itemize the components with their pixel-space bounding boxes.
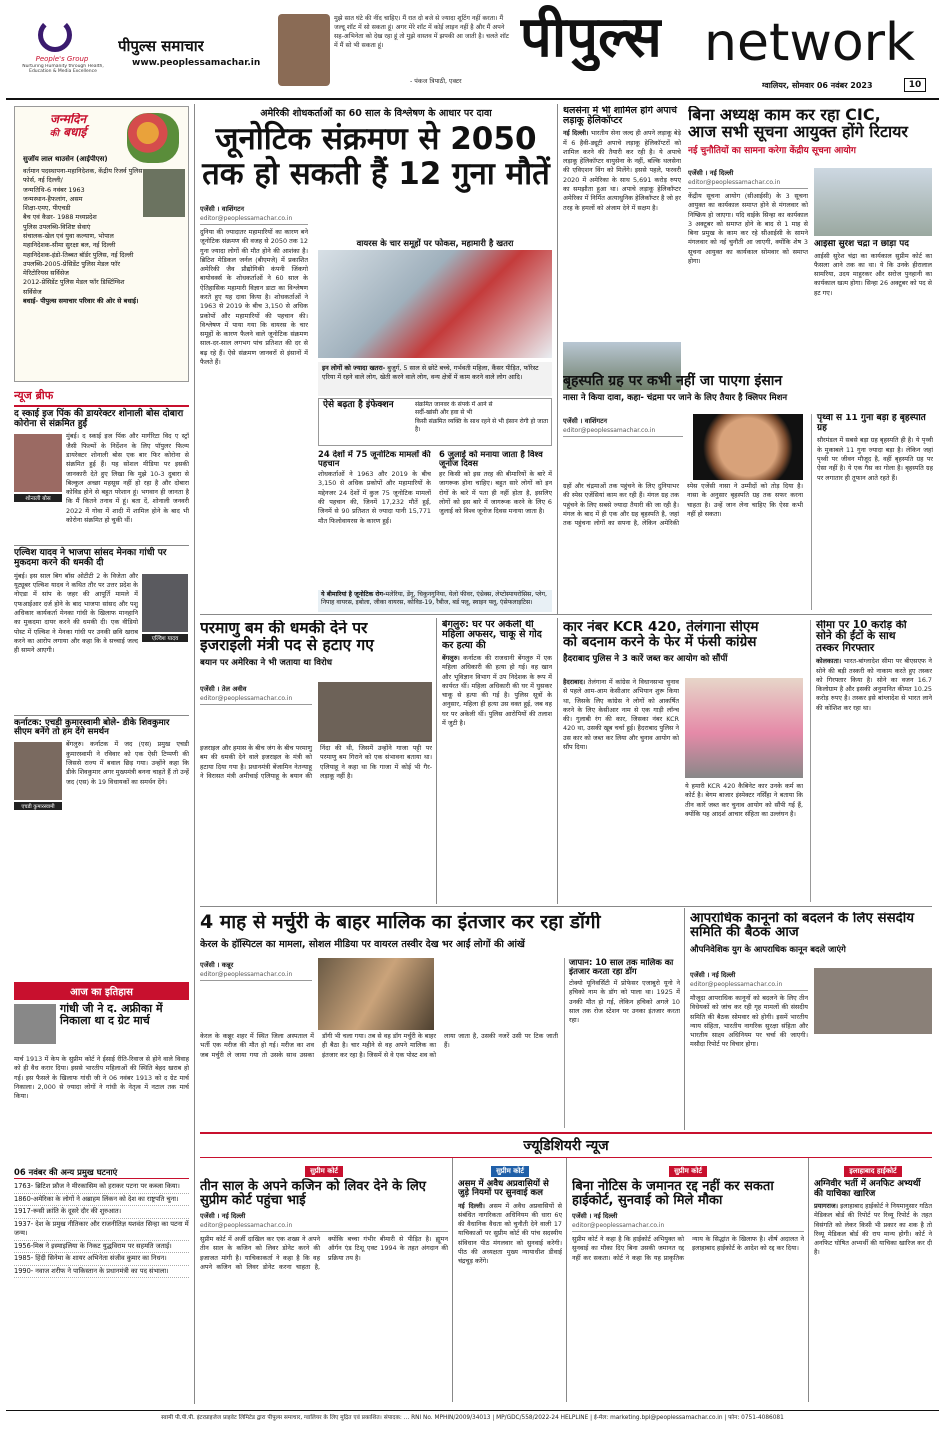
brief-2-photo (142, 574, 188, 632)
birthday-person-name: सुजॉय लाल थाउसेन (आईपीएस) (23, 155, 108, 163)
judiciary-1-dateline: एजेंसी । नई दिल्ली (200, 1212, 246, 1221)
jupiter-story (563, 372, 933, 612)
birthday-person-photo (143, 169, 185, 217)
pink-car-photo (685, 678, 803, 778)
birthday-line: संचालक-खेल एवं युवा कल्याण, भोपाल (23, 231, 114, 240)
crime-headline: आपराधिक कानूनों को बदलने के लिए संसदीय समिति की बैठक आज (690, 912, 914, 941)
history-headline: गांधी जी ने द. अफ्रीका में निकाला था द ग्रेट मार्च (60, 1002, 163, 1027)
cic-dateline: एजेंसी । नई दिल्ली (688, 169, 734, 177)
dog-dateline: एजेंसी । कन्नूर (200, 961, 234, 969)
judiciary-3-tag: सुप्रीम कोर्ट (669, 1166, 707, 1177)
judiciary-story-2 (458, 1158, 562, 1402)
judiciary-1-headline: तीन साल के अपने कजिन को लिवर देने के लिए सुप्रीम कोर्ट पहुंचा भाई (200, 1179, 426, 1209)
helicopter-story (563, 106, 681, 390)
kcr-body-text: तेलंगाना में कांग्रेस ने विधानसभा चुनाव से पहले आम-आम केसीआर अभियान शुरू किया था, जिसके लिए कांग्रेस ने लोगों को आकर्षित करने के लिए केसीआर नाम से एक गाड़ी लॉन्च की। गुलाबी रंग की कार, जिसका नंबर KCR 420 था, उसकी खूब चर्चा हुई। हैदराबाद पुलिस ने उस कार को जब्त कर लिया और चुनाव आयोग को सौंप दिया। (563, 678, 679, 751)
disease-strip (318, 590, 552, 612)
quote-author: - पंकज त्रिपाठी, एक्टर (410, 78, 462, 85)
spread-box (318, 398, 552, 446)
history-event: 1985- हिंदी सिनेमा के शायर अभिनेता संजीव कुमार का निधन। (14, 1253, 189, 1266)
birthday-line: महानिदेशक-सीमा सुरक्षा बल, नई दिल्ली (23, 241, 116, 250)
judiciary-2-body-text: असम में अवैध अप्रवासियों से संबंधित नागरिकता अधिनियम की धारा 6ए की वैधानिक वैधता को चुनौती देने वाली 17 याचिकाओं पर सुप्रीम कोर्ट की पांच सदस्यीय संविधान पीठ मंगलवार को सुनवाई करेगी। पीठ की अध्यक्षता मुख्य न्यायाधीश डीवाई चंद्रचूड़ करेंगे। (458, 1201, 562, 1266)
israel-dateline: एजेंसी । तेल अवीव (200, 685, 247, 693)
history-event: 1763- ब्रिटिश फ्रौज ने मीरकासिम को हराकर पटना पर कब्जा किया। (14, 1181, 189, 1194)
lead-sub-1 (318, 450, 431, 586)
kcr-headline-1: कार नंबर KCR 420, तेलंगाना सीएम (563, 620, 759, 635)
dateline: ग्वालियर, सोमवार 06 नवंबर 2023 (762, 81, 873, 90)
lead-sub-1-body: शोधकर्ताओं ने 1963 और 2019 के बीच 3,150 से अधिक प्रकोपों और महामारियों के मद्देनजर 24 देशों में कुल 75 जूनोटिक मामलों की पहचान की, जिनमें 17,232 मौतें हुईं, जिनमें से 90 प्रतिशत से ज्यादा यानी 15,771 मौत फिलोवायरस के कारण हुईं। (318, 470, 431, 525)
cic-headline-1: बिना अध्यक्ष काम कर रहा CIC, (688, 106, 881, 124)
judiciary-3-dateline: एजेंसी । नई दिल्ली (572, 1212, 618, 1221)
jupiter-box-body: सौरमंडल में सबसे बड़ा ग्रह बृहस्पति ही है। ये पृथ्वी के मुकाबले 11 गुना ज्यादा बड़ा है। लेकिन जहां पृथ्वी पर जीवन मौजूद है, वहीं बृहस्पति ग्रह पर ऐसा नहीं है। ये एक गैस का गोला है। बृहस्पति ग्रह पर लगातार ही तूफान आते रहते हैं। (817, 436, 933, 482)
birthday-line: 2012-प्रेसिडेंट पुलिस मेडल फॉर डिस्टिंग्विश सर्विसेज (23, 278, 125, 296)
dog-sub: केरल के हॉस्पिटल का मामला, सोशल मीडिया पर वायरल तस्वीर देख भर आईं लोगों की आंखें (200, 938, 525, 950)
lead-sub-2-head: 6 जुलाई को मनाया जाता है विश्व जूनोज दिवस (439, 450, 543, 469)
dog-headline: 4 माह से मर्चुरी के बाहर मालिक का इंतजार कर रहा डॉगी (200, 912, 601, 933)
bengaluru-dateline: बेंगलुरु। (442, 654, 460, 663)
disease-strip-head: ये बीमारियां है जूनोटिक रोग- (321, 591, 386, 598)
lead-kicker: अमेरिकी शोधकर्ताओं का 60 साल के विश्लेषण के आधार पर दावा (260, 108, 492, 119)
history-event: 1860-अमेरिका के लोगों ने अब्राहम लिंकन को देश का राष्ट्रपति चुना। (14, 1194, 189, 1207)
cic-building-photo (814, 168, 932, 236)
footer-imprint: स्वामी पी.पी.पी. इंटरप्राइजेज प्राइवेट लिमिटेड द्वारा पीपुल्स समाचार, ग्वालियर के लिए मुद्रित एवं प्रकाशित। संपादक: ... RNI No. MPHIN/2009/34013 | MP/GDC/558/2022-24 HELPLINE | ई-मेल: marketing.bpl@peoplessamachar.co.in | फोन: 0751-4086081 (161, 1415, 784, 1421)
lead-left-column (200, 202, 308, 562)
group-name: People's Group (35, 55, 89, 63)
gold-story (810, 620, 932, 902)
judiciary-1-email: editor@peoplessamachar.co.in (200, 1222, 448, 1232)
judiciary-1-tag: सुप्रीम कोर्ट (305, 1166, 343, 1177)
dog-japan-head: जापान: 10 साल तक मालिक का इंतजार करता रहा डॉग (569, 958, 674, 977)
bengaluru-headline: बेंगलुरु: घर पर अकेली थी महिला अफसर, चाकू से गोद कर हत्या की (442, 620, 542, 651)
judiciary-3-headline: बिना नोटिस के जमानत रद्द नहीं कर सकता हाईकोर्ट, सुनवाई को मिले मौका (572, 1179, 774, 1209)
heli-headline: थलसेना में भी शामिल होंगे अपाचे लड़ाकू हेलिकॉप्टर (563, 106, 678, 127)
history-events (14, 1181, 189, 1278)
risk-box-body: बुजुर्ग, 5 साल से छोटे बच्चे, गर्भवती महिला, कैंसर पीड़ित, फॉरेस्ट एरिया में रहने वाले लोग, खेती करने वाले लोग, वन्य क्षेत्रों में काम करने वाले लोग आदि। (322, 364, 539, 381)
israel-headline-2: इजराइली मंत्री पद से हटाए गए (200, 635, 374, 654)
brief-3-headline: कर्नाटक: एचडी कुमारस्वामी बोले- डीके शिवकुमार सीएम बनेंगे तो हम देंगे समर्थन (14, 717, 170, 738)
jupiter-box-head: पृथ्वी से 11 गुना बड़ा है बृहस्पति ग्रह (817, 414, 926, 433)
crime-sub: औपनिवेशिक युग के आपराधिक कानून बदले जाएंगे (690, 943, 846, 954)
history-event: 1937- देश के प्रमुख नीतिकार और राजनीतिज्ञ यशवंत सिन्हा का पटना में जन्म। (14, 1219, 189, 1241)
gold-body (816, 657, 932, 713)
israel-body: इजराइल और हमास के बीच जंग के बीच परमाणु बम की धमकी देने वाले इजराइल के मंत्री को हटाया दिया गया है। प्रधानमंत्री बेंजामिन नेतन्याहू ने विरासत मंत्री अमीचाई एलियाहू के बयान की निंदा की थी, जिसमें उन्होंने गाजा पट्टी पर परमाणु बम गिराने को एक संभावना बताया था। एलियाहू ने कहा था कि गाजा में कोई भी गैर-लड़ाकू नहीं है। (200, 744, 432, 780)
history-body: मार्च 1913 में केप के सुप्रीम कोर्ट ने ईसाई रीति-रिवाज से होने वाले विवाह को ही वैध करार दिया। इससे भारतीय महिलाओं की स्थिति बेहद खराब हो गई। इस फैसले के खिलाफ गांधी जी ने 06 नवंबर 1913 को द ग्रेट मार्च निकाला। 2,000 से ज्यादा लोगों ने गांधी के नेतृत्व में नटाल तक मार्च किया। (14, 1055, 189, 1101)
lead-headline-line-2: तक हो सकती हैं 12 गुना मौतें (202, 156, 550, 193)
judiciary-4-headline: अग्निवीर भर्ती में अनफिट अभ्यर्थी की याचिका खारिज (814, 1179, 921, 1199)
quote-text: मुझे सात घंटे की नींद चाहिए। मैं रात दो बजे से ज्यादा शूटिंग नहीं करता। मैं जल्दू शॉट में सो सकता हूं। अगर मेरे शॉट में कोई लाइन नहीं है और मैं अपने सह-अभिनेता को देख रहा हूं तो मुझे वास्तव में झपकी आ जाती है। चलते शॉट में मैं सो भी सकता हूं। (334, 15, 509, 50)
risk-box (318, 362, 552, 396)
lead-sub-1-head: 24 देशों में 75 जूनोटिक मामलों की पहचान (318, 450, 431, 469)
cic-side-body: आईसी सुरेश चंद्रा का कार्यकाल सुप्रीम कोर्ट का फैसला आने तक का था। ये कि उनके हीरालाल सामरिया, उदय माहुरकर और सरोज पुनहानी का कार्यकाल खत्म होगा। सिन्हा 26 अक्टूबर को पद से हट गए। (814, 251, 932, 297)
lead-headline-line-1: जूनोटिक संक्रमण से 2050 (215, 121, 537, 157)
spread-head: ऐसे बढ़ता है इंफेक्शन (323, 400, 394, 410)
judiciary-label: ज्यूडिशियरी न्यूज (200, 1132, 932, 1158)
brief-3-photo-caption: एचडी कुमारस्वामी (14, 802, 62, 810)
gold-headline-1: सीमा पर 10 करोड़ की (816, 620, 907, 631)
cic-story (688, 106, 932, 368)
spread-item: सर्दी-खांसी और हवा से भी (415, 409, 473, 417)
brief-3-body: बेंगलुरु। कर्नाटक में जद (एस) प्रमुख एचडी कुमारस्वामी ने रविवार को एक ऐसी टिप्पणी की जिससे राज्य में बवाल छिड़ गया। उन्होंने कहा कि डीके शिवकुमार अगर मुख्यमंत्री बनना चाहते हैं तो उन्हें जद (एस) के 19 विधायकों का समर्थन देंगे। (66, 740, 189, 786)
birthday-line: बधाई- पीपुल्स समाचार परिवार की ओर से बधाई। (23, 296, 139, 305)
bengaluru-body-text: कर्नाटक की राजधानी बेंगलुरु में एक महिला अधिकारी की हत्या हो गई। वह खान और भूविज्ञान विभाग में उप निदेशक के रूप में कार्यरत थीं। महिला अधिकारी की घर में घुसकर चाकू से हत्या की गई है। पुलिस सूत्रों के अनुसार, महिला ही हत्या उस वक्त हुई, जब वह घर पर अकेली थीं। पुलिस आरोपियों की तलाश में जुटी है। (442, 654, 552, 728)
judiciary-1-body: सुप्रीम कोर्ट में अर्जी दाखिल कर एक शख्स ने अपने तीन साल के कजिन को लिवर डोनेट करने की इजाजत मांगी है। याचिकाकर्ता ने कहा है कि वह अपने कजिन को लिवर डोनेट करना चाहता है, क्योंकि बच्चा गंभीर बीमारी से पीड़ित है। ह्यूमन ऑर्गन एंड टिशू एक्ट 1994 के तहत अंगदान की प्रक्रिया तय है। (200, 1235, 448, 1271)
dog-photo (318, 958, 434, 1030)
judiciary-3-email: editor@peoplessamachar.co.in (572, 1222, 804, 1232)
lead-story (200, 106, 552, 612)
birthday-head-1: जन्मदिन (49, 113, 87, 126)
dog-body: केरल के कन्नूर शहर में स्थित जिला अस्पताल में भर्ती एक मरीज की मौत हो गई। मरीज का शव जब मर्चुरी ले जाया गया तो उसके साथ उसका डॉगी भी चला गया। तब से वह डॉग मर्चुरी के बाहर ही बैठा है। चार महीने से वह अपने मालिक का इंतजार कर रहा है। जिसमें से वे एक पोस्ट शव को लाया जाता है, उसकी नजरें उसी पर टिक जाती हैं। (200, 1032, 558, 1059)
gold-headline-2: सोने की ईंटों के साथ (816, 630, 896, 643)
title-hindi: पीपुल्स (520, 5, 662, 70)
birthday-box (14, 106, 189, 382)
israel-email: editor@peoplessamachar.co.in (200, 695, 312, 705)
bengaluru-story (442, 620, 552, 898)
history-event: 1956-मिस्र ने इस्माइलिया के निकट युद्धविराम पर सहमति जताई। (14, 1241, 189, 1254)
masthead (0, 0, 945, 98)
cic-headline-2: आज सभी सूचना आयुक्त होंगे रिटायर (688, 122, 908, 142)
history-label: आज का इतिहास (14, 982, 189, 1000)
crime-law-story (690, 912, 932, 1128)
kcr-headline-2: को बदनाम करने के फेर में फंसी कांग्रेस (563, 633, 757, 650)
brief-3-photo (14, 742, 62, 800)
lead-sub-2-body: हर किसी को इस तरह की बीमारियों के बारे में जागरूक होना चाहिए। बहुत सारे लोगों को इन रोगों के बारे में पता ही नहीं होता है, इसलिए लोगों को इस बारे में जागरूक करने के लिए 6 जुलाई को विश्व जूनोज दिवस मनाया जाता है। (439, 470, 552, 516)
cic-side-head: आईसी सुरेश चंद्रा ने छोड़ा पद (814, 240, 909, 249)
disease-strip-body: मलेरिया, डेंगू, चिकुनगुनिया, येलो फीवर, एंथ्रेक्स, लेप्टोस्पायरोसिस, प्लेग, निपाह वायरस, इबोला, जीका वायरस, कोविड-19, रैबीज, बर्ड फ्लू, स्वाइन फ्लू, एंसेफलाइटिस। (321, 591, 547, 607)
gold-dateline: कोलकाता। (816, 657, 842, 666)
judiciary-2-body (458, 1202, 562, 1267)
dog-japan (564, 958, 680, 1128)
birthday-line: पुलिस उपलब्धि-विशिष्ट सेवाएं (23, 222, 91, 231)
amit-shah-photo (814, 968, 932, 1034)
cic-email: editor@peoplessamachar.co.in (688, 179, 808, 189)
history-event: 1917-रूसी क्रांति के दूसरे दौर की शुरुआत। (14, 1206, 189, 1219)
group-tagline: Nurturing Humanity through Health, Education & Media Excellence (22, 64, 104, 74)
israel-headline-1: परमाणु बम की धमकी देने पर (200, 620, 368, 637)
heli-body (563, 129, 681, 329)
crime-email: editor@peoplessamachar.co.in (690, 981, 808, 991)
lead-dateline: एजेंसी । वाशिंगटन (200, 205, 245, 213)
judiciary-4-dateline: प्रयागराज। (814, 1202, 839, 1210)
dog-japan-body: टोक्यो यूनिवर्सिटी में प्रोफेसर एजाबुरो यूनो ने हचिको नाम के डॉग को पाला था। 1925 में उनकी मौत हो गई, लेकिन हचिको अगले 10 साल तक रोज स्टेशन पर उनका इंतजार करता रहा। (569, 979, 680, 1025)
gold-body-text: भारत-बांग्लादेश सीमा पर बीएसएफ ने सोने की बड़ी तस्करी को नाकाम करते हुए तस्कर को गिरफ्तार किया है। सोने का वजन 16.7 किलोग्राम है और इसकी अनुमानित कीमत 10.25 करोड़ रुपए है। तस्कर इसे बांग्लादेश से भारत लाने की कोशिश कर रहा था। (816, 657, 932, 712)
judiciary-story-1 (200, 1158, 448, 1402)
judiciary-story-3 (572, 1158, 804, 1402)
birthday-line: वर्तमान पदस्थापना-महानिदेशक, केंद्रीय रिजर्व पुलिस फोर्स, नई दिल्ली/ (23, 167, 143, 185)
brief-1-headline: द स्काई इज पिंक की डायरेक्टर शोनाली बोस दोबारा कोरोना से संक्रमित हुईं (14, 409, 184, 429)
title-english: network (704, 13, 916, 73)
judiciary-2-headline: असम में अवैध अप्रवासियों से जुड़े नियमों पर सुनवाई कल (458, 1179, 549, 1199)
kcr-sub: हैदराबाद पुलिस ने 3 कारें जब्त कर आयोग को सौंपीं (563, 654, 728, 665)
lead-sub-2 (439, 450, 552, 586)
cic-sub: नई चुनौतियों का सामना करेगा केंद्रीय सूचना आयोग (688, 145, 856, 156)
lab-test-photo (318, 250, 552, 358)
gandhi-photo (14, 1004, 56, 1044)
lead-email: editor@peoplessamachar.co.in (200, 215, 308, 225)
heli-dateline: नई दिल्ली। (563, 129, 589, 138)
birthday-line: जन्मतिथि-6 नवंबर 1963 (23, 185, 85, 194)
birthday-head-3: बधाई (63, 125, 87, 140)
history-event: 1990- नवाज शरीफ ने पाकिस्तान के प्रधानमंत्री का पद संभाला। (14, 1266, 189, 1279)
netanyahu-photo (318, 682, 432, 742)
brief-1-photo (14, 434, 62, 492)
kcr-dateline: हैदराबाद। (563, 678, 586, 686)
spread-item: संक्रमित जानवर के संपर्क में आने से (415, 401, 493, 408)
cic-side (814, 240, 932, 368)
birthday-line: बैच एवं कैडर- 1988 मध्यप्रदेश (23, 213, 97, 222)
birthday-line: जन्मस्थान-हैफलांग, असम (23, 194, 83, 203)
jupiter-sub: नासा ने किया दावा, कहा- चंद्रमा पर जाने के लिए तैयार है क्लिपर मिशन (563, 393, 788, 404)
jupiter-planet-image (693, 414, 803, 480)
jupiter-dateline: एजेंसी । वाशिंगटन (563, 417, 608, 425)
brief-2-photo-caption: एल्विश यादव (142, 634, 188, 642)
heli-body-text: भारतीय सेना जल्द ही अपने लड़ाकू बेड़े में 6 हैवी-ड्यूटी अपाचे लड़ाकू हेलिकॉप्टरों को शामिल करने की तैयारी कर रही है। ये अपाचे लड़ाकू हेलिकॉप्टर वायुसेना के नहीं, बल्कि थलसेना की एविएशन विंग को मिलेंगे। इससे पहले, फरवरी 2020 में अमेरिका के साथ 5,691 करोड़ रुपए का समझौता हुआ था। अपाचे लड़ाकू हेलिकॉप्टर अमेरिका में निर्मित अत्याधुनिक हेलिकॉप्टर है जो हर तरह के हमलों को अंजाम देने में सक्षम है। (563, 129, 681, 212)
judiciary-story-4 (814, 1158, 932, 1402)
spread-item: किसी संक्रमित व्यक्ति के साथ रहने से भी इंसान रोगी हो जाता है। (415, 417, 549, 434)
jupiter-email: editor@peoplessamachar.co.in (563, 427, 683, 437)
dog-email: editor@peoplessamachar.co.in (200, 971, 312, 981)
lead-body: दुनिया की ज्यादातर महामारियों का कारण बने जूनोटिक संक्रमण की वजह से 2050 तक 12 गुना ज्यादा लोगों की मौत होने की आशंका है। ब्रिटिश मेडिकल जर्नल (बीएमजे) में प्रकाशित अमेरिकी जैव प्रौद्योगिकी कंपनी जिंकगो बायोवर्क्स के शोधकर्ताओं ने 60 साल के ऐतिहासिक महामारी विज्ञान डाटा का विश्लेषण करते हुए यह दावा किया है। शोधकर्ताओं ने 1963 से 2019 के बीच 3,150 से अधिक प्रकोपों और महामारियों की पहचान की। विश्लेषण में पाया गया कि वायरस के चार समूहों के कारण फैलने वाले जूनोटिक संक्रमण साल-दर-साल लगभग पांच प्रतिशत की दर से बढ़ रहे हैं। ऐसे संक्रमण जानवरों से इंसानों में फैलते हैं। (200, 228, 308, 366)
paper-web: www.peoplessamachar.in (132, 58, 261, 68)
page-number: 10 (904, 78, 926, 92)
kcr-aside: ये हमारी KCR 420 कैबिनेट कार उनके कर्म का कोर्ट है। बेगम बाजार इंस्पेक्टर नर्सिंहा ने बताया कि तीन कारें जब्त कर चुनाव आयोग को सौंपी गई हैं, क्योंकि यह आदर्श आचार संहिता का उल्लंघन है। (685, 782, 803, 818)
history-sub: 06 नवंबर की अन्य प्रमुख घटनाएं (14, 1167, 189, 1179)
paper-name: पीपुल्स समाचार (118, 37, 204, 55)
dog-story (200, 912, 680, 1128)
birthday-details (23, 167, 143, 377)
birthday-line: शिक्षा-एमए, पीएचडी (23, 204, 71, 213)
bengaluru-body (442, 654, 552, 728)
birthday-line: उपलब्धि-2005-प्रेसिडेंट पुलिस मेडल फॉर मेरिटोरियस सर्विसेज (23, 259, 120, 278)
gold-headline-3: तस्कर गिरफ्तार (816, 641, 875, 654)
group-logo-icon (38, 18, 72, 52)
jupiter-body: ग्रहों और चंद्रमाओं तक पहुंचने के लिए दुनियाभर की स्पेस एजेंसियां काम कर रही हैं। मंगल ग्रह तक पहुंचने के लिए सबसे ज्यादा तैयारी की जा रही है। मंगल के बाद में ही एक और ग्रह बृहस्पति है, जहां तक पहुंचना लोगों का सपना है, लेकिन अमेरिकी स्पेस एजेंसी नासा ने उम्मीदों को तोड़ दिया है। नासा के अनुसार बृहस्पति ग्रह तक सफर करना चाहता है। उन्हें जान लेना चाहिए कि ऐसा कभी नहीं हो सकता। (563, 482, 803, 528)
kcr-body (563, 678, 679, 902)
brief-2-headline: एल्विश यादव ने भाजपा सांसद मेनका गांधी पर मुकदमा करने की धमकी दी (14, 548, 167, 569)
birthday-line: महानिदेशक-इंडो-तिब्बत बॉर्डर पुलिस, नई दिल्ली (23, 250, 134, 259)
jupiter-box (811, 414, 933, 610)
news-brief-column (14, 388, 189, 976)
brief-2-body: मुंबई। इस साल बिग बॉस ओटीटी 2 के विजेता और यूट्यूबर एल्विश यादव ने कथित तौर पर उत्तर प्रदेश के नोएडा में सांप के जहर की आपूर्ति मामले में एफआईआर दर्ज होने के बाद भाजपा सांसद और पशु अधिकार कार्यकर्ता मेनका गांधी के खिलाफ मानहानि का मुकदमा दायर करने की धमकी दी। एक वीडियो पोस्ट में एल्विश ने मेनका गांधी पर उनकी छवि खराब करने का आरोप लगाया और कहा कि वे सच्चाई जल्द ही सामने आएगी। (14, 571, 138, 655)
judiciary-3-body: सुप्रीम कोर्ट ने कहा है कि हाईकोर्ट अभियुक्त को सुनवाई का मौका दिए बिना उसकी जमानत रद्द नहीं कर सकता। कोर्ट ने कहा कि यह प्राकृतिक न्याय के सिद्धांत के खिलाफ है। शीर्ष अदालत ने इलाहाबाद हाईकोर्ट के आदेश को रद्द कर दिया। (572, 1235, 804, 1262)
cic-body: केंद्रीय सूचना आयोग (सीआईसी) के 3 सूचना आयुक्त का कार्यकाल समाप्त होने से मंगलवार को निष्क्रिय हो जाएगा। यदि वाईके सिन्हा का कार्यकाल 3 अक्टूबर को समाप्त होने के बाद से 1 माह से बिना प्रमुख के काम कर रहे सीआईसी के सामने मंगलवार को नई चुनौती आ जाएगी, क्योंकि शेष 3 सूचना आयुक्त का कार्यकाल सोमवार को समाप्त होगा। (688, 192, 808, 265)
actor-photo (278, 14, 330, 86)
news-brief-label: न्यूज ब्रीफ (14, 388, 189, 407)
crime-dateline: एजेंसी । नई दिल्ली (690, 971, 736, 979)
risk-box-head: इन लोगों को ज्यादा खतरा- (322, 364, 386, 372)
history-box (14, 982, 189, 1402)
judiciary-4-body (814, 1202, 932, 1258)
israel-sub: बयान पर अमेरिका ने भी जताया था विरोध (200, 658, 332, 669)
brief-1-photo-caption: शोनाली बोस (14, 494, 62, 502)
birthday-heading (23, 113, 113, 140)
judiciary-4-body-text: इलाहाबाद हाईकोर्ट ने नियमानुसार गठित मेडिकल बोर्ड की रिपोर्ट पर रिव्यू रिपोर्ट के तहत विसंगति को लेकर किसी भी प्रकार का शक है तो रिव्यू मेडिकल बोर्ड की राय मान्य होगी। कोर्ट ने अनफिट घोषित अभ्यर्थी की याचिका खारिज कर दी है। (814, 1202, 932, 1257)
judiciary-4-tag: इलाहाबाद हाईकोर्ट (844, 1166, 901, 1177)
lead-picture-head: वायरस के चार समूहों पर फोकस, महामारी है खतरा (356, 238, 514, 248)
birthday-head-2: की (49, 129, 59, 140)
jupiter-headline: बृहस्पति ग्रह पर कभी नहीं जा पाएगा इंसान (563, 373, 783, 389)
israel-story (200, 620, 432, 898)
brief-1-body: मुंबई। द स्काई इज पिंक और मार्गरिटा विद ए स्ट्रॉ जैसी फिल्मों के निर्देशन के लिए पॉपुलर फिल्म डायरेक्टर शोनाली बोस एक बार फिर कोरोना से संक्रमित हुई हैं। यह सोशल मीडिया पर इसकी जानकारी देते हुए लिखा कि मुझे 10-3 दुबारा से बिल्कुल अच्छा महसूस नहीं हो रहा है और दोबारा कोविड होने से बहुत परेशान हूं। भगवान ही जानता है कि मैं कितने तनाव में हूं। बता दें, शोनाली जनवरी 2022 में गोवा में शादी में शामिल होने के बाद भी कोरोना संक्रमित हो चुकी थीं। (66, 432, 189, 524)
judiciary-2-tag: सुप्रीम कोर्ट (491, 1166, 529, 1177)
judiciary-2-dateline: नई दिल्ली। (458, 1201, 485, 1210)
crime-body: मौजूदा आपराधिक कानूनों को बदलने के लिए तीन विधेयकों को जांच कर रही गृह मामलों की संसदीय समिति की बैठक सोमवार को होगी। इसमें भारतीय न्याय संहिता, भारतीय नागरिक सुरक्षा संहिता और भारतीय साक्ष्य अधिनियम पर चर्चा की जाएगी। मसौदा रिपोर्ट पर विचार होगा। (690, 994, 808, 1049)
kcr-story (563, 620, 803, 902)
